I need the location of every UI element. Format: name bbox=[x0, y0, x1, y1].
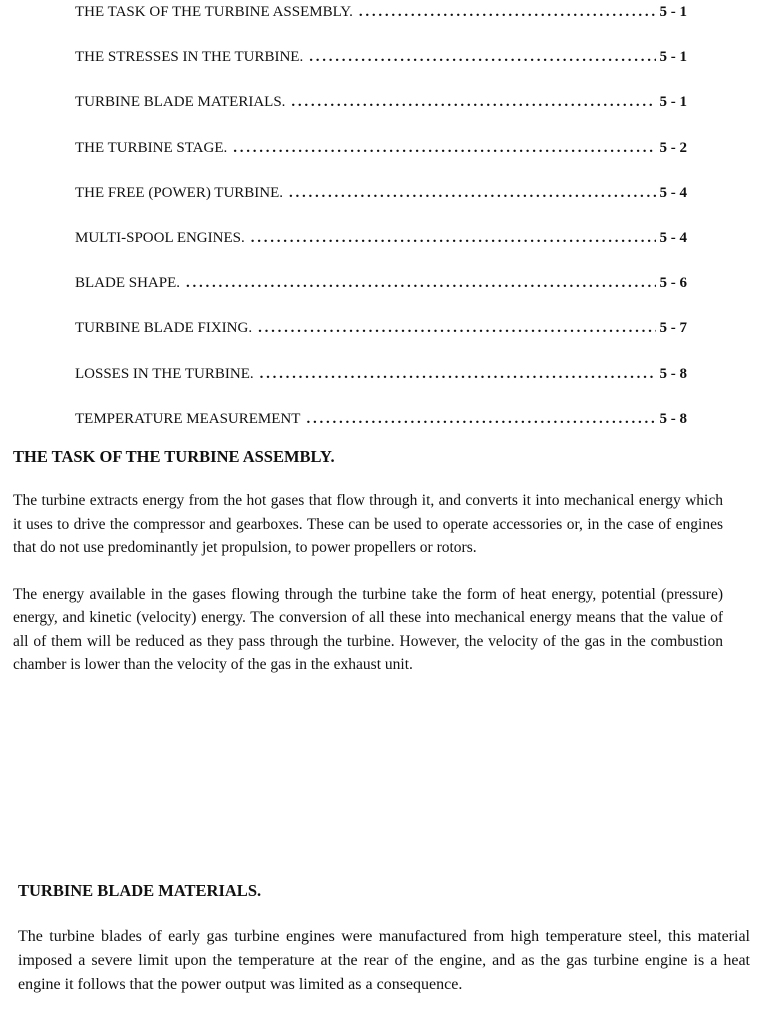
paragraph: The turbine extracts energy from the hot gases that flow through it, and converts it into mechanical energy which it uses to drive the compressor and gearboxes. These can be used to operate accessories or, in the case of engines that do not use predominantly jet propulsion, to power propellers or rotors. bbox=[13, 492, 723, 556]
toc-entry-page: 5 - 4 bbox=[659, 229, 687, 246]
toc-entry-page: 5 - 8 bbox=[659, 365, 687, 382]
toc-entry bbox=[75, 94, 687, 139]
toc-entry-title: TURBINE BLADE MATERIALS. bbox=[75, 94, 286, 111]
toc-entry-title: MULTI-SPOOL ENGINES. bbox=[75, 229, 245, 246]
toc-entry-title: THE TURBINE STAGE. bbox=[75, 139, 228, 156]
toc-leader-dots bbox=[289, 185, 655, 202]
toc-entry-title: TEMPERATURE MEASUREMENT bbox=[75, 410, 301, 427]
toc-entry-title: TURBINE BLADE FIXING. bbox=[75, 320, 253, 337]
toc-entry bbox=[75, 366, 687, 411]
toc-entry bbox=[75, 185, 687, 230]
section-blade-materials bbox=[18, 881, 750, 997]
toc-entry bbox=[75, 320, 687, 365]
paragraph: The energy available in the gases flowing through the turbine take the form of heat energy, potential (pressure) energy, and kinetic (velocity) energy. The conversion of all these into mechanical energy means that the value of all of them will be reduced as they pass through the turbine. However, the velocity of the gas in the combustion chamber is lower than the velocity of the gas in the exhaust unit. bbox=[13, 585, 723, 673]
toc-entry-page: 5 - 2 bbox=[659, 139, 687, 156]
toc-leader-dots bbox=[359, 4, 656, 21]
toc-leader-dots bbox=[291, 94, 655, 111]
toc-entry-page: 5 - 6 bbox=[659, 275, 687, 292]
toc-entry-page: 5 - 4 bbox=[659, 184, 687, 201]
toc-leader-dots bbox=[258, 320, 655, 337]
section-heading: TURBINE BLADE MATERIALS. bbox=[18, 881, 262, 900]
toc-entry bbox=[75, 49, 687, 94]
toc-entry bbox=[75, 140, 687, 185]
toc-entry-page: 5 - 1 bbox=[659, 94, 687, 111]
toc-entry-page: 5 - 1 bbox=[659, 4, 687, 20]
toc-entry bbox=[75, 275, 687, 320]
toc-leader-dots bbox=[306, 411, 655, 428]
toc-leader-dots bbox=[233, 140, 655, 157]
toc-entry-page: 5 - 8 bbox=[659, 410, 687, 427]
section-task-of-turbine bbox=[13, 447, 723, 677]
toc-entry-page: 5 - 7 bbox=[659, 320, 687, 337]
toc-entry-page: 5 - 1 bbox=[659, 49, 687, 66]
toc-leader-dots bbox=[260, 366, 656, 383]
toc-entry-title: THE TASK OF THE TURBINE ASSEMBLY. bbox=[75, 4, 353, 20]
table-of-contents bbox=[75, 4, 687, 456]
toc-leader-dots bbox=[186, 275, 655, 292]
toc-entry-title: BLADE SHAPE. bbox=[75, 275, 181, 292]
toc-leader-dots bbox=[309, 49, 655, 66]
paragraph: The turbine blades of early gas turbine engines were manufactured from high temperature steel, this material imposed a severe limit upon the temperature at the rear of the engine, and as the gas turbine engine is a heat engine it follows that the power output was limited as a consequence. bbox=[18, 928, 750, 993]
toc-entry-title: LOSSES IN THE TURBINE. bbox=[75, 365, 254, 382]
toc-entry bbox=[75, 4, 687, 49]
toc-entry bbox=[75, 230, 687, 275]
toc-entry-title: THE FREE (POWER) TURBINE. bbox=[75, 184, 284, 201]
toc-leader-dots bbox=[251, 230, 656, 247]
section-heading: THE TASK OF THE TURBINE ASSEMBLY. bbox=[13, 447, 335, 466]
toc-entry-title: THE STRESSES IN THE TURBINE. bbox=[75, 49, 304, 66]
